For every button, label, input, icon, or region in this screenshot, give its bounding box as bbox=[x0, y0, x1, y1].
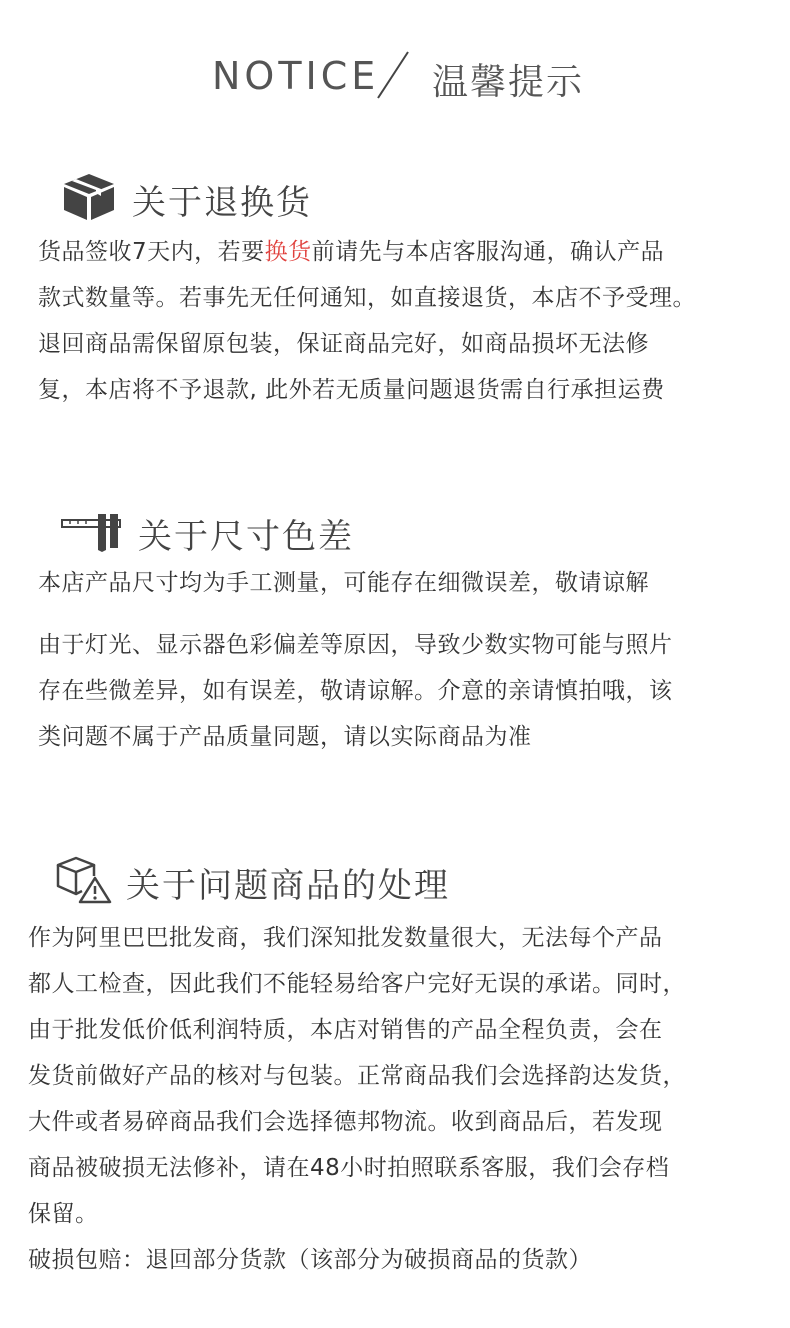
notice-title-en: NOTICE bbox=[212, 54, 380, 98]
section-returns-title: 关于退换货 bbox=[132, 183, 312, 223]
text-line: 都人工检查，因此我们不能轻易给客户完好无误的承诺。同时， bbox=[28, 971, 686, 997]
caliper-icon bbox=[60, 512, 124, 552]
text-segment: 前请先与本店客服沟通，确认产品 bbox=[311, 239, 665, 265]
notice-header bbox=[0, 48, 790, 108]
text-line: 存在些微差异，如有误差，敬请谅解。介意的亲请慎拍哦，该 bbox=[38, 678, 673, 704]
text-line: 商品被破损无法修补，请在48小时拍照联系客服，我们会存档 bbox=[28, 1155, 670, 1181]
text-line: 由于灯光、显示器色彩偏差等原因，导致少数实物可能与照片 bbox=[38, 632, 673, 658]
slash-divider bbox=[372, 50, 412, 100]
section-size-color-title: 关于尺寸色差 bbox=[138, 517, 354, 557]
text-line: 作为阿里巴巴批发商，我们深知批发数量很大，无法每个产品 bbox=[28, 925, 663, 951]
text-segment: 货品签收7天内，若要 bbox=[38, 239, 265, 265]
notice-title-cn: 温馨提示 bbox=[432, 62, 585, 103]
section-size-color-text bbox=[38, 560, 673, 760]
text-line: 由于批发低价低利润特质，本店对销售的产品全程负责，会在 bbox=[28, 1017, 663, 1043]
text-line: 退回商品需保留原包装，保证商品完好，如商品损坏无法修 bbox=[38, 331, 649, 357]
text-line: 发货前做好产品的核对与包装。正常商品我们会选择韵达发货， bbox=[28, 1063, 686, 1089]
text-line bbox=[38, 229, 696, 275]
section-problem-goods-text bbox=[28, 915, 686, 1283]
box-icon bbox=[62, 172, 116, 222]
section-returns-text bbox=[38, 229, 696, 413]
highlight-exchange: 换货 bbox=[264, 239, 312, 265]
text-line: 本店产品尺寸均为手工测量，可能存在细微误差，敬请谅解 bbox=[38, 570, 649, 596]
text-line: 保留。 bbox=[28, 1201, 99, 1227]
text-line: 类问题不属于产品质量同题，请以实际商品为准 bbox=[38, 724, 532, 750]
damaged-box-icon bbox=[56, 856, 112, 904]
section-problem-goods-title: 关于问题商品的处理 bbox=[126, 866, 450, 906]
text-line: 破损包赔：退回部分货款（该部分为破损商品的货款） bbox=[28, 1247, 592, 1273]
text-line: 款式数量等。若事先无任何通知，如直接退货，本店不予受理。 bbox=[38, 285, 696, 311]
text-line: 大件或者易碎商品我们会选择德邦物流。收到商品后，若发现 bbox=[28, 1109, 663, 1135]
text-line: 复，本店将不予退款, 此外若无质量问题退货需自行承担运费 bbox=[38, 377, 665, 403]
